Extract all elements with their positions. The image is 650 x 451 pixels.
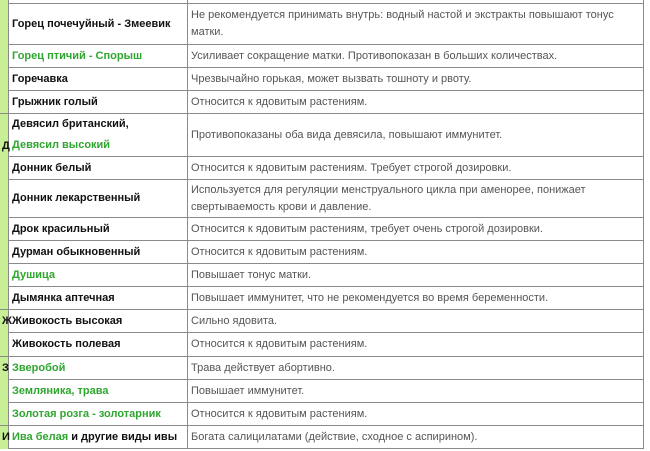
herb-description: Относится к ядовитым растениям. [191, 407, 368, 420]
letter-cell [0, 68, 9, 91]
table-row [0, 380, 644, 403]
herb-name-cell [9, 241, 188, 264]
herb-name-cell [9, 91, 188, 114]
herb-description: Богата салицилатами (действие, сходное с аспирином). [191, 430, 478, 443]
herb-name: Ива белая [12, 430, 69, 443]
herb-name-cell [9, 180, 188, 218]
herb-description-cell [188, 241, 644, 264]
table-row [0, 68, 644, 91]
herb-name: Грыжник голый [12, 95, 98, 108]
letter-cell [0, 287, 9, 310]
herb-name-cell [9, 403, 188, 426]
letter-label: И [2, 430, 10, 443]
herb-description-cell [188, 380, 644, 403]
letter-cell [0, 380, 9, 403]
herb-description-cell [188, 403, 644, 426]
herb-name: Земляника, трава [12, 384, 109, 397]
herb-description: Повышает иммунитет, что не рекомендуется во время беременности. [191, 291, 549, 304]
herb-name: Донник белый [12, 161, 92, 174]
herb-name-cell [9, 287, 188, 310]
herb-name: Золотая розга - золотарник [12, 407, 161, 420]
table-row [0, 180, 644, 218]
table-row [0, 218, 644, 241]
herb-description-cell [188, 157, 644, 180]
herb-description-cell [188, 426, 644, 449]
herb-description: Трава действует абортивно. [191, 361, 335, 374]
table-row [0, 403, 644, 426]
herb-name-cell [9, 68, 188, 91]
herb-description: Относится к ядовитым растениям. [191, 245, 368, 258]
herb-name-cell [9, 218, 188, 241]
herb-name: Живокость высокая [12, 314, 123, 327]
herb-description: Противопоказаны оба вида девясила, повышают иммунитет. [191, 128, 503, 141]
letter-cell [0, 357, 9, 380]
herb-description: Используется для регуляции менструального цикла при аменорее, понижает свертываемость крови и давление. [191, 183, 586, 213]
letter-cell [0, 45, 9, 68]
letter-cell [0, 241, 9, 264]
herb-description: Не рекомендуется принимать внутрь: водный настой и экстракты повышают тонус матки. [191, 9, 614, 38]
table-row [0, 241, 644, 264]
table-row [0, 310, 644, 333]
table-row [0, 4, 644, 45]
herb-description-cell [188, 287, 644, 310]
letter-cell [0, 91, 9, 114]
herb-description-cell [188, 45, 644, 68]
herb-description: Чрезвычайно горькая, может вызвать тошноту и рвоту. [191, 72, 472, 85]
herb-name-cell [9, 310, 188, 333]
table-row [0, 91, 644, 114]
letter-cell [0, 4, 9, 45]
herb-description-cell [188, 114, 644, 157]
herb-description: Повышает тонус матки. [191, 268, 312, 281]
letter-cell [0, 310, 12, 333]
herb-description-cell [188, 264, 644, 287]
table-row [0, 287, 644, 310]
herb-name-cell [9, 45, 188, 68]
table-row [0, 157, 644, 180]
herb-name-cell [9, 4, 188, 45]
herb-name: Горечавка [12, 72, 68, 85]
herb-description-cell [188, 333, 644, 357]
herb-description-cell [188, 180, 644, 218]
herb-name: Дурман обыкновенный [12, 245, 141, 258]
herb-name: Дрок красильный [12, 222, 110, 235]
herb-name: Горец птичий - Спорыш [12, 49, 143, 62]
herb-name-cell [9, 114, 188, 157]
letter-cell [0, 264, 9, 287]
herb-name-cell [9, 157, 188, 180]
table-row [0, 333, 644, 357]
herb-description-cell [188, 91, 644, 114]
letter-label: Д [2, 139, 10, 152]
table-row [0, 114, 644, 157]
herb-name-cell [9, 380, 188, 403]
herb-description: Усиливает сокращение матки. Противопоказан в больших количествах. [191, 49, 558, 62]
herb-description: Относится к ядовитым растениям, требует очень строгой дозировки. [191, 222, 543, 235]
table-row [0, 45, 644, 68]
herb-description-cell [188, 4, 644, 45]
table-row [0, 264, 644, 287]
herb-name: Дымянка аптечная [12, 291, 115, 304]
table-row [0, 426, 644, 449]
letter-label: Ж [2, 314, 12, 327]
herb-description-cell [188, 357, 644, 380]
herb-description: Относится к ядовитым растениям. [191, 95, 368, 108]
herb-name: Девясил британский, [12, 118, 129, 130]
herb-name-cell [9, 357, 188, 380]
letter-label: З [2, 361, 9, 374]
herb-name: Душица [12, 268, 56, 281]
herb-description: Относится к ядовитым растениям. [191, 338, 368, 350]
table-row [0, 357, 644, 380]
herb-name: Донник лекарственный [12, 192, 141, 204]
letter-cell [0, 403, 9, 426]
herb-description-cell [188, 68, 644, 91]
letter-cell [0, 218, 9, 241]
herb-name-cell [9, 264, 188, 287]
herb-name-cell [9, 426, 188, 449]
letter-cell [0, 114, 9, 157]
letter-cell [0, 180, 9, 218]
herb-name: Зверобой [12, 361, 66, 374]
herb-description: Сильно ядовита. [191, 314, 278, 327]
herb-description: Повышает иммунитет. [191, 384, 305, 397]
herb-name: Горец почечуйный - Змеевик [12, 17, 171, 30]
herb-name-cell [9, 333, 188, 357]
herb-description-cell [188, 310, 644, 333]
herb-name-alt: Девясил высокий [12, 139, 111, 151]
letter-cell [0, 157, 9, 180]
herb-name-suffix: и другие виды ивы [68, 430, 178, 443]
herb-description-cell [188, 218, 644, 241]
herb-name: Живокость полевая [12, 338, 121, 350]
letter-cell [0, 426, 9, 449]
herb-description: Относится к ядовитым растениям. Требует строгой дозировки. [191, 161, 512, 174]
letter-cell [0, 333, 9, 357]
